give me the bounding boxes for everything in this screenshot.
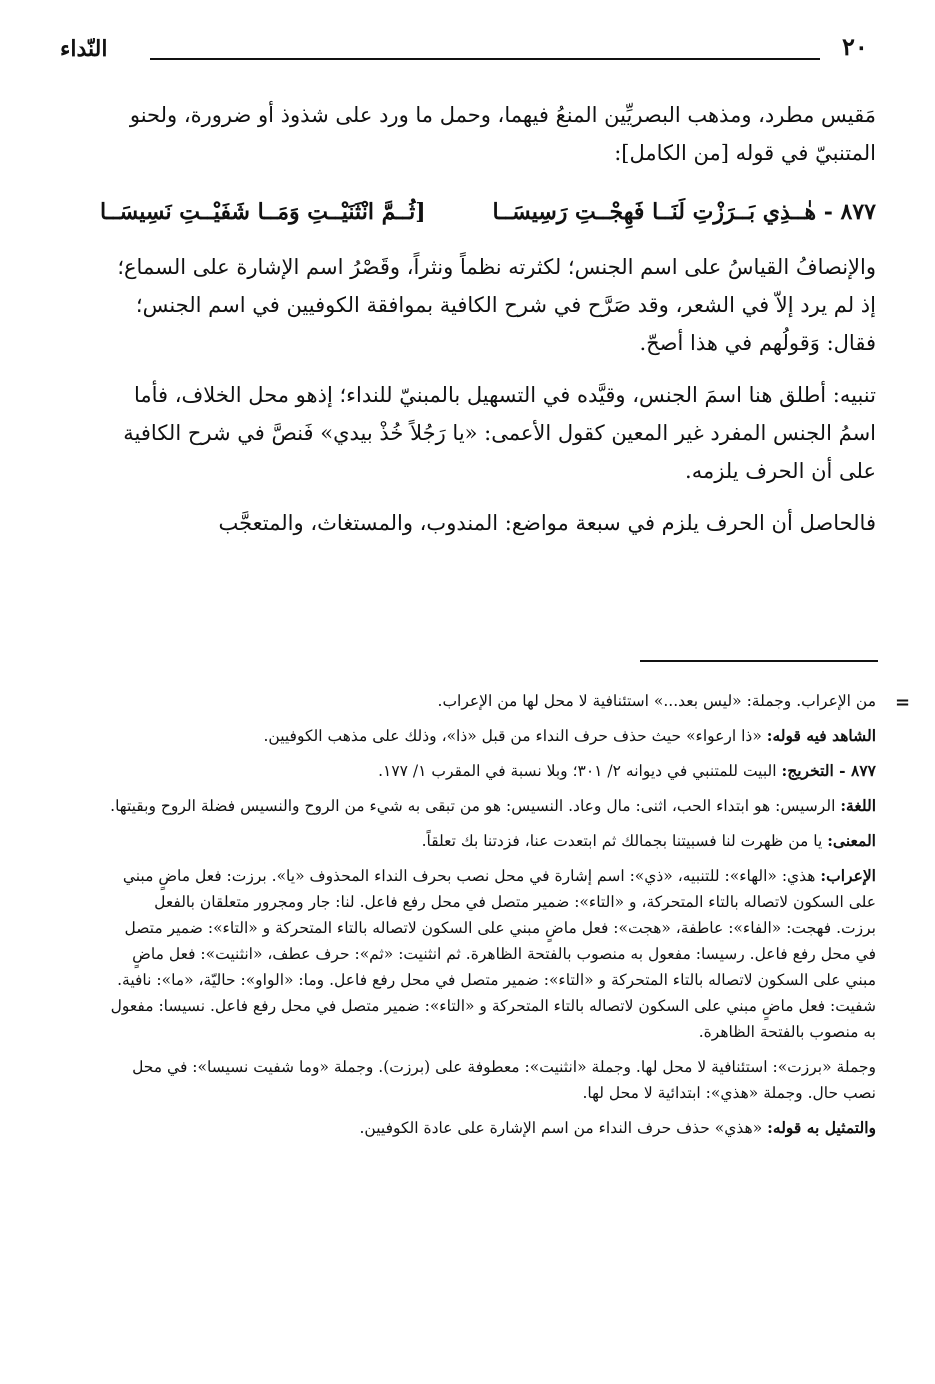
paragraph-2: والإنصافُ القياسُ على اسم الجنس؛ لكثرته نظماً ونثراً، وقَصْرُ اسم الإشارة على السماع؛ إذ لم يرد إلاّ في الشعر، وقد صَرَّح في شرح الكافية بموافقة الكوفيين في اسم الجنس؛ فقال: وَقولُهم في هذا أصحّ.: [117, 255, 876, 355]
footnote-takhrij: [110, 758, 876, 784]
footnotes: [110, 688, 876, 1150]
main-text: [100, 96, 876, 542]
footnote-takhrij-label: ٨٧٧ - التخريج:: [781, 761, 876, 780]
footnote-lugha-label: اللغة:: [840, 796, 876, 815]
paragraph-4: فالحاصل أن الحرف يلزم في سبعة مواضع: المندوب، والمستغاث، والمتعجَّب: [218, 511, 876, 535]
footnote-shahid-label: الشاهد فيه قوله:: [766, 726, 876, 745]
page-number: ٢٠: [842, 32, 868, 61]
paragraph-3-note: تنبيه: أطلق هنا اسمَ الجنس، وقيَّده في التسهيل بالمبنيّ للنداء؛ إذهو محل الخلاف، فأما اسمُ الجنس المفرد غير المعين كقول الأعمى: «يا رَجُلاً خُذْ بيدي» فَنصَّ في شرح الكافية على أن الحرف يلزمه.: [123, 383, 876, 483]
verse-877: [100, 192, 876, 232]
footnote-shahid: [110, 723, 876, 749]
footnote-takhrij-text: البيت للمتنبي في ديوانه ٢/ ٣٠١؛ وبلا نسبة في المقرب ١/ ١٧٧.: [378, 762, 777, 780]
verse-number: ٨٧٧ -: [823, 199, 876, 225]
paragraph-1: مَقيس مطرد، ومذهب البصريِّين المنعُ فيهما، وحمل ما ورد على شذوذ أو ضرورة، ولحنو المتنبيّ في قوله [من الكامل]:: [129, 103, 876, 165]
footnote-mana-text: يا من ظهرت لنا فسبيتنا بجمالك ثم ابتعدت عنا، فزدتنا بك تعلقاً.: [421, 832, 823, 850]
verse-first-text: هٰــذِي بَــرَزْتِ لَنَــا فَهِجْــتِ رَسِيسَــا: [492, 199, 817, 225]
footnote-tamthil-label: والتمثيل به قوله:: [767, 1118, 876, 1137]
footnote-irab-label: الإعراب:: [820, 866, 876, 885]
footnote-tamthil: [110, 1115, 876, 1141]
footnote-continuation: من الإعراب. وجملة: «ليس بعد...» استئنافية لا محل لها من الإعراب.: [437, 692, 876, 710]
footnote-irab-text: هذي: «الهاء»: للتنبيه، «ذي»: اسم إشارة في محل نصب بحرف النداء المحذوف «يا». برزت: فعل ماضٍ مبني على السكون لاتصاله بالتاء المتحركة، و «التاء»: ضمير متصل في محل رفع فاعل. لنا: جار ومجرور متعلقان بالفعل برزت. فهجت: «الفاء»: عاطفة، «هجت»: فعل ماضٍ مبني على السكون لاتصاله بالتاء المتحركة و «التاء»: ضمير متصل في محل رفع فاعل. رسيسا: مفعول به منصوب بالفتحة الظاهرة. ثم انثنيت: «ثم»: حرف عطف، «انثنيت»: فعل ماضٍ مبني على السكون لاتصاله بالتاء المتحركة و «التاء»: ضمير متصل في محل رفع فاعل. وما: «الواو»: حاليّة، «ما»: نافية. شفيت: فعل ماضٍ مبني على السكون لاتصاله بالتاء المتحركة و «التاء»: ضمير متصل في محل رفع فاعل. نسيسا: مفعول به منصوب بالفتحة الظاهرة.: [110, 867, 876, 1041]
chapter-title: النّداء: [60, 36, 108, 62]
footnote-separator: [640, 660, 878, 662]
footnote-shahid-text: «ذا ارعواء» حيث حذف حرف النداء من قبل «ذا»، وذلك على مذهب الكوفيين.: [263, 727, 762, 745]
continuation-mark: =: [895, 692, 911, 713]
footnote-lugha-text: الرسيس: هو ابتداء الحب، اثنى: مال وعاد. النسيس: هو من تبقى به شيء من الروح والنسيس فضلة الروح وبقيتها.: [110, 797, 836, 815]
footnote-mana-label: المعنى:: [827, 831, 876, 850]
footnote-irab: [110, 863, 876, 1045]
header-rule: [150, 58, 820, 60]
footnote-lugha: [110, 793, 876, 819]
footnote-tamthil-text: «هذي» حذف حرف النداء من اسم الإشارة على عادة الكوفيين.: [359, 1119, 763, 1137]
verse-first-hemistich: [492, 192, 876, 232]
verse-second-hemistich: [ثُــمَّ انْثَنَيْــتِ وَمَــا شَفَيْــتِ نَسِيسَــا: [100, 199, 426, 225]
footnote-mana: [110, 828, 876, 854]
footnote-jumal: وجملة «برزت»: استئنافية لا محل لها. وجملة «انثنيت»: معطوفة على (برزت). وجملة «وما شفيت نسيسا»: في محل نصب حال. وجملة «هذي»: ابتدائية لا محل لها.: [132, 1058, 876, 1102]
